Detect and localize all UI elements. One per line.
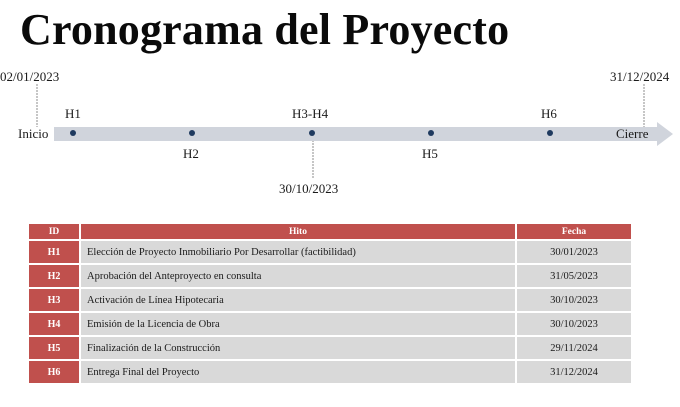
row-fecha: 29/11/2024 [517, 337, 631, 359]
timeline-arrow [54, 122, 673, 146]
row-fecha: 31/12/2024 [517, 361, 631, 383]
milestones-table [29, 222, 631, 385]
callout-date: 30/10/2023 [279, 181, 339, 196]
table-row [29, 361, 631, 383]
row-hito: Activación de Línea Hipotecaria [81, 289, 517, 311]
milestone-label-h3-h4: H3-H4 [292, 106, 329, 121]
end-label: Cierre [616, 126, 649, 141]
end-date: 31/12/2024 [610, 69, 670, 84]
row-fecha: 30/01/2023 [517, 241, 631, 263]
header-id: ID [29, 224, 81, 239]
milestone-dot-h3-h4 [309, 130, 315, 136]
milestone-label-h5: H5 [422, 146, 438, 161]
start-date: 02/01/2023 [0, 69, 60, 84]
milestone-label-h6: H6 [541, 106, 557, 121]
row-id: H4 [29, 313, 81, 335]
row-hito: Finalización de la Construcción [81, 337, 517, 359]
milestone-dot-h2 [189, 130, 195, 136]
row-hito: Entrega Final del Proyecto [81, 361, 517, 383]
header-fecha: Fecha [517, 224, 631, 239]
row-id: H3 [29, 289, 81, 311]
row-fecha: 31/05/2023 [517, 265, 631, 287]
milestone-dot-h6 [547, 130, 553, 136]
row-id: H6 [29, 361, 81, 383]
row-fecha: 30/10/2023 [517, 289, 631, 311]
milestone-label-h2: H2 [183, 146, 199, 161]
row-id: H1 [29, 241, 81, 263]
table-row [29, 241, 631, 263]
row-hito: Elección de Proyecto Inmobiliario Por Desarrollar (factibilidad) [81, 241, 517, 263]
row-id: H5 [29, 337, 81, 359]
row-fecha: 30/10/2023 [517, 313, 631, 335]
row-hito: Aprobación del Anteproyecto en consulta [81, 265, 517, 287]
table-header-row [29, 224, 631, 239]
milestone-dot-h1 [70, 130, 76, 136]
table-row [29, 265, 631, 287]
page-title: Cronograma del Proyecto [20, 5, 510, 54]
header-hito: Hito [81, 224, 517, 239]
table-row [29, 313, 631, 335]
milestone-label-h1: H1 [65, 106, 81, 121]
row-id: H2 [29, 265, 81, 287]
table-row [29, 289, 631, 311]
start-label: Inicio [18, 126, 49, 141]
table-row [29, 337, 631, 359]
milestone-dot-h5 [428, 130, 434, 136]
row-hito: Emisión de la Licencia de Obra [81, 313, 517, 335]
